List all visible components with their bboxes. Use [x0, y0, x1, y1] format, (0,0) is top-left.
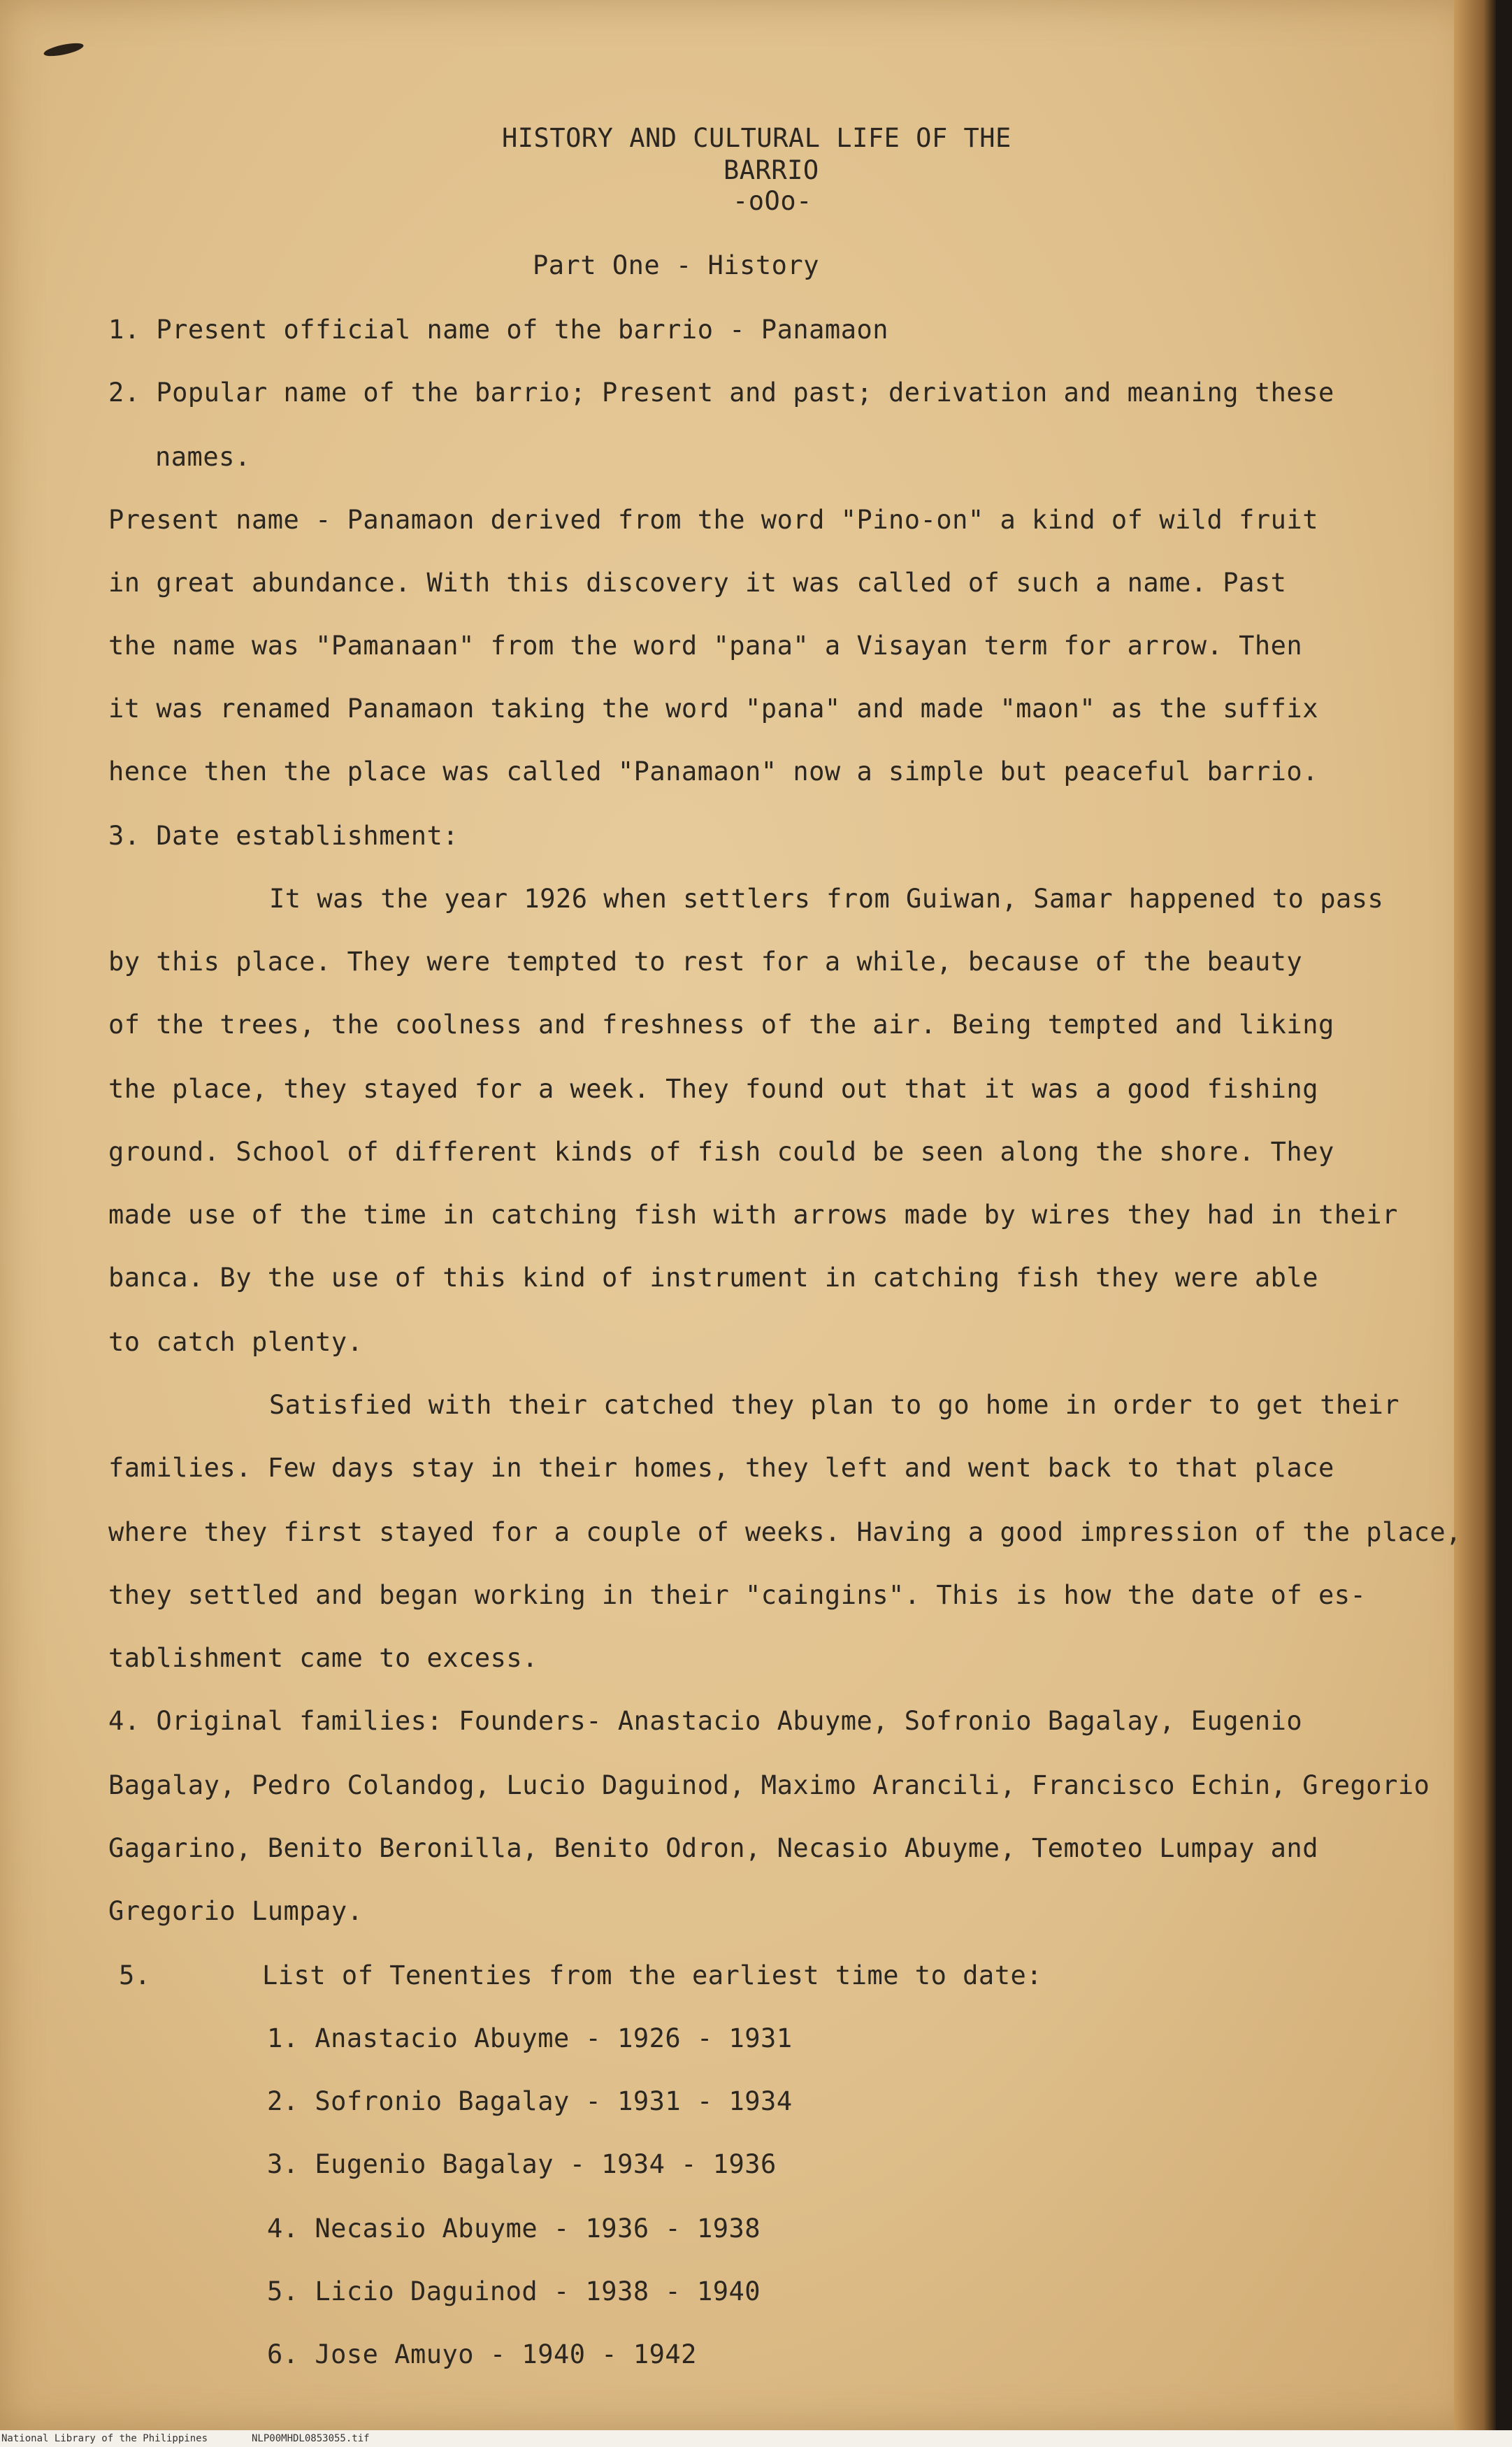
text-line: hence then the place was called "Panamaon" now a simple but peaceful barrio.	[108, 756, 1318, 787]
item-5-number: 5.	[119, 1960, 151, 1990]
text-line: Gagarino, Benito Beronilla, Benito Odron, Necasio Abuyme, Temoteo Lumpay and	[108, 1833, 1318, 1863]
title-line-2: BARRIO	[723, 155, 819, 185]
text-line: Present name - Panamaon derived from the word "Pino-on" a kind of wild fruit	[108, 505, 1318, 535]
text-line: tablishment came to excess.	[108, 1643, 538, 1673]
text-line: the place, they stayed for a week. They found out that it was a good fishing	[108, 1074, 1318, 1104]
scan-footer	[0, 2430, 1512, 2447]
footer-file-id: NLP00MHDL0853055.tif	[252, 2433, 370, 2444]
text-line: made use of the time in catching fish with arrows made by wires they had in their	[108, 1200, 1398, 1230]
text-line: List of Tenenties from the earliest time to date:	[262, 1960, 1043, 1990]
title-ornament: -oOo-	[733, 186, 812, 216]
text-line: Gregorio Lumpay.	[108, 1896, 363, 1926]
part-heading: Part One - History	[533, 250, 819, 280]
text-line: to catch plenty.	[108, 1327, 363, 1357]
text-line: by this place. They were tempted to rest for a while, because of the beauty	[108, 947, 1303, 977]
text-line: ground. School of different kinds of fish could be seen along the shore. They	[108, 1137, 1334, 1167]
text-line: It was the year 1926 when settlers from Guiwan, Samar happened to pass	[269, 884, 1384, 914]
teniente-list-item: 3. Eugenio Bagalay - 1934 - 1936	[267, 2149, 777, 2179]
text-line: names.	[155, 442, 251, 472]
text-line: 3. Date establishment:	[108, 821, 459, 851]
text-line: in great abundance. With this discovery it was called of such a name. Past	[108, 568, 1287, 598]
text-line: Bagalay, Pedro Colandog, Lucio Daguinod, Maximo Arancili, Francisco Echin, Gregorio	[108, 1770, 1430, 1800]
teniente-list-item: 5. Licio Daguinod - 1938 - 1940	[267, 2276, 761, 2306]
footer-library-name: National Library of the Philippines	[1, 2433, 208, 2444]
text-line: the name was "Pamanaan" from the word "pana" a Visayan term for arrow. Then	[108, 631, 1303, 661]
text-line: 4. Original families: Founders- Anastacio Abuyme, Sofronio Bagalay, Eugenio	[108, 1706, 1303, 1736]
text-line: they settled and began working in their "caingins". This is how the date of es-	[108, 1580, 1367, 1610]
text-line: banca. By the use of this kind of instrument in catching fish they were able	[108, 1263, 1318, 1293]
text-line: where they first stayed for a couple of weeks. Having a good impression of the place,	[108, 1517, 1462, 1547]
text-line: it was renamed Panamaon taking the word "pana" and made "maon" as the suffix	[108, 694, 1318, 724]
teniente-list-item: 4. Necasio Abuyme - 1936 - 1938	[267, 2213, 761, 2244]
text-line: families. Few days stay in their homes, they left and went back to that place	[108, 1453, 1334, 1483]
teniente-list-item: 6. Jose Amuyo - 1940 - 1942	[267, 2339, 697, 2369]
text-line: 2. Popular name of the barrio; Present and past; derivation and meaning these	[108, 378, 1334, 408]
teniente-list-item: 2. Sofronio Bagalay - 1931 - 1934	[267, 2086, 793, 2116]
text-line: of the trees, the coolness and freshness of the air. Being tempted and liking	[108, 1010, 1334, 1040]
teniente-list-item: 1. Anastacio Abuyme - 1926 - 1931	[267, 2023, 793, 2053]
text-line: Satisfied with their catched they plan to go home in order to get their	[269, 1390, 1400, 1420]
text-line: 1. Present official name of the barrio - Panamaon	[108, 315, 889, 345]
title-line-1: HISTORY AND CULTURAL LIFE OF THE	[502, 123, 1011, 153]
